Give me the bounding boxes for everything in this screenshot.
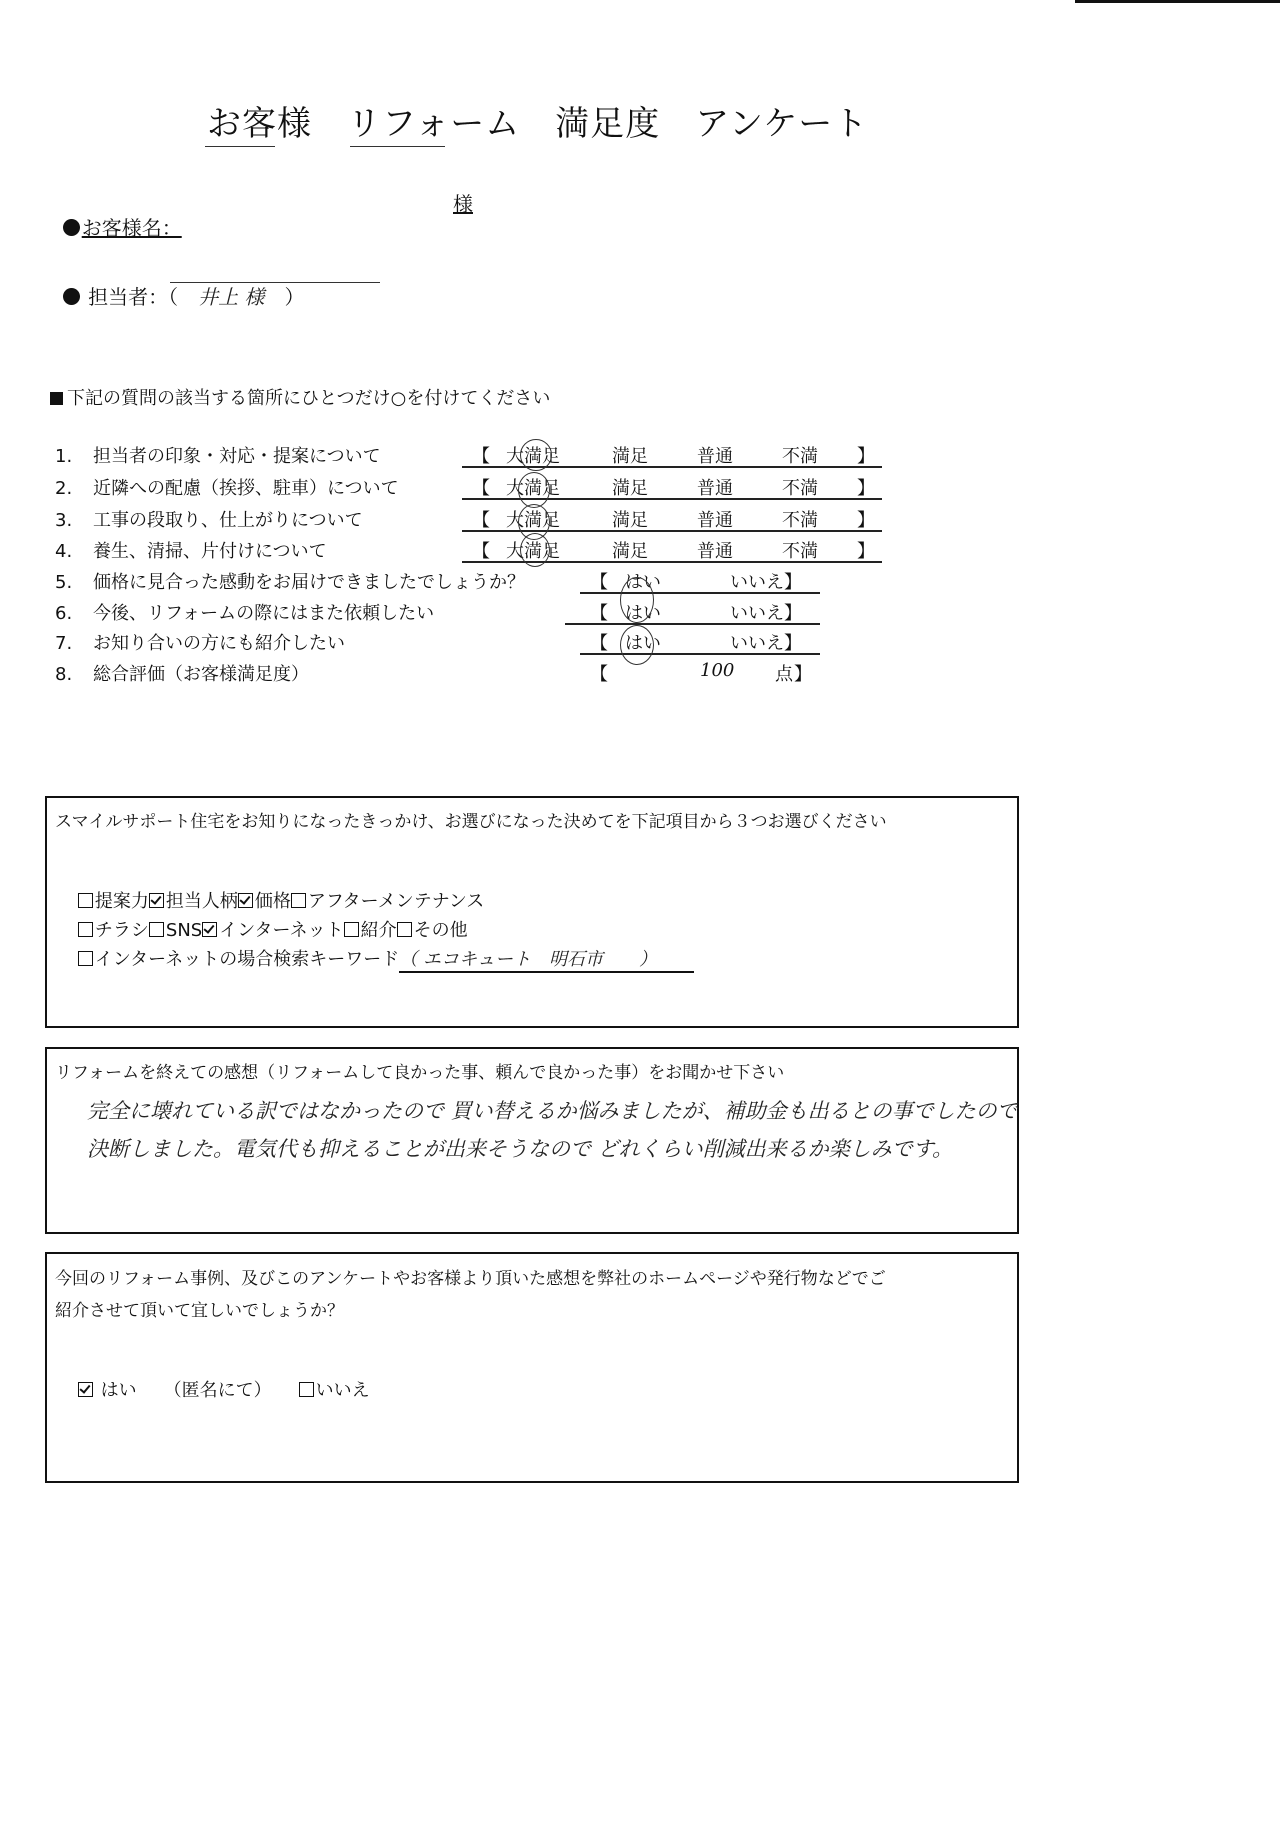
option-dissatisfied[interactable]: 不満 [782, 510, 818, 531]
comments-heading: リフォームを終えての感想（リフォームして良かった事、頼んで良かった事）をお聞かせ下さい [55, 1063, 785, 1083]
option-no[interactable]: いいえ [730, 572, 784, 593]
keyword-input[interactable]: （ エコキュート 明石市 ） [399, 945, 694, 973]
title-underline [350, 146, 445, 147]
scan-edge-line [1075, 0, 1280, 3]
option-yes[interactable]: はい [625, 572, 661, 593]
option-dissatisfied[interactable]: 不満 [782, 478, 818, 499]
reasons-section [45, 796, 1019, 1028]
square-bullet-icon [50, 392, 63, 405]
option-very-satisfied[interactable]: 大満足 [506, 446, 560, 467]
customer-name-label: お客様名： [81, 216, 182, 240]
instruction-text: 下記の質問の該当する箇所にひとつだけ○を付けてください [50, 384, 550, 410]
staff-close: ） [284, 285, 305, 309]
bullet-icon [63, 219, 80, 236]
yesno-scale-5: 【 はい いいえ 】 [580, 568, 820, 594]
customer-name-field [50, 188, 182, 241]
selection-circle [620, 625, 654, 665]
option-no[interactable]: いいえ [730, 633, 784, 654]
yesno-scale-7: 【 はい いいえ 】 [580, 629, 820, 655]
option-satisfied[interactable]: 満足 [612, 510, 648, 531]
option-neutral[interactable]: 普通 [697, 541, 733, 562]
overall-score: 【 100 点 】 [590, 660, 812, 685]
staff-underline [170, 282, 380, 283]
rating-scale-2: 【 大満足 満足 普通 不満 】 [462, 474, 882, 500]
comment-line-1[interactable]: 完全に壊れている訳ではなかったので 買い替えるか悩みましたが、補助金も出るとの事でしたので [87, 1099, 1018, 1123]
comment-line-2[interactable]: 決断しました。電気代も抑えることが出来そうなので どれくらい削減出来るか楽しみです。 [87, 1137, 953, 1161]
permission-heading-line-2: 紹介させて頂いて宜しいでしょうか？ [55, 1301, 344, 1321]
comments-section [45, 1047, 1019, 1234]
option-satisfied[interactable]: 満足 [612, 446, 648, 467]
option-yes[interactable]: はい [625, 603, 661, 624]
reasons-row-keyword: インターネットの場合検索キーワード（ エコキュート 明石市 ） [55, 924, 694, 994]
option-very-satisfied[interactable]: 大満足 [506, 541, 560, 562]
checkbox-permission-yes[interactable] [78, 1382, 93, 1397]
option-satisfied[interactable]: 満足 [612, 478, 648, 499]
selection-circle [520, 533, 550, 567]
question-8: 8. 総合評価（お客様満足度） [55, 664, 309, 685]
question-2: 2. 近隣への配慮（挨拶、駐車）について [55, 478, 399, 499]
question-3: 3. 工事の段取り、仕上がりについて [55, 510, 363, 531]
option-satisfied[interactable]: 満足 [612, 541, 648, 562]
rating-scale-4: 【 大満足 満足 普通 不満 】 [462, 537, 882, 563]
yesno-scale-6: 【 はい いいえ 】 [565, 599, 820, 625]
option-dissatisfied[interactable]: 不満 [782, 446, 818, 467]
staff-field [50, 257, 304, 310]
page-title: お客様 リフォーム 満足度 アンケート [207, 104, 869, 144]
rating-scale-1: 【 大満足 満足 普通 不満 】 [462, 442, 882, 468]
title-underline [205, 146, 275, 147]
staff-label: 担当者：（ [88, 285, 179, 309]
rating-scale-3: 【 大満足 満足 普通 不満 】 [462, 506, 882, 532]
option-neutral[interactable]: 普通 [697, 446, 733, 467]
option-yes[interactable]: はい [625, 633, 661, 654]
option-very-satisfied[interactable]: 大満足 [506, 478, 560, 499]
bullet-icon [63, 288, 80, 305]
option-neutral[interactable]: 普通 [697, 478, 733, 499]
reasons-row-1: 提案力 担当人柄 価格 アフターメンテナンス [55, 866, 484, 934]
permission-section [45, 1252, 1019, 1483]
question-7: 7. お知り合いの方にも紹介したい [55, 633, 345, 654]
option-no[interactable]: いいえ [730, 603, 784, 624]
permission-heading-line-1: 今回のリフォーム事例、及びこのアンケートやお客様より頂いた感想を弊社のホームページや発行物などでご [55, 1269, 886, 1289]
checkbox-permission-no[interactable] [299, 1382, 314, 1397]
checkbox-keyword[interactable] [78, 951, 93, 966]
reasons-heading: スマイルサポート住宅をお知りになったきっかけ、お選びになった決めてを下記項目から３つお選びください [55, 812, 887, 832]
selection-circle [520, 439, 552, 471]
option-very-satisfied[interactable]: 大満足 [506, 510, 560, 531]
permission-options: はい （匿名にて） いいえ [55, 1355, 370, 1423]
staff-value[interactable]: 井上 様 [198, 285, 265, 309]
selection-circle [518, 472, 550, 508]
overall-score-value[interactable]: 100 [700, 660, 735, 681]
option-dissatisfied[interactable]: 不満 [782, 541, 818, 562]
question-4: 4. 養生、清掃、片付けについて [55, 541, 327, 562]
customer-name-suffix: 様 [453, 192, 473, 216]
question-5: 5. 価格に見合った感動をお届けできましたでしょうか？ [55, 572, 525, 593]
question-1: 1. 担当者の印象・対応・提案について [55, 446, 381, 467]
question-6: 6. 今後、リフォームの際にはまた依頼したい [55, 603, 435, 624]
selection-circle [620, 577, 654, 623]
reasons-row-2: チラシ SNS インターネット 紹介 その他 [55, 895, 468, 963]
option-neutral[interactable]: 普通 [697, 510, 733, 531]
